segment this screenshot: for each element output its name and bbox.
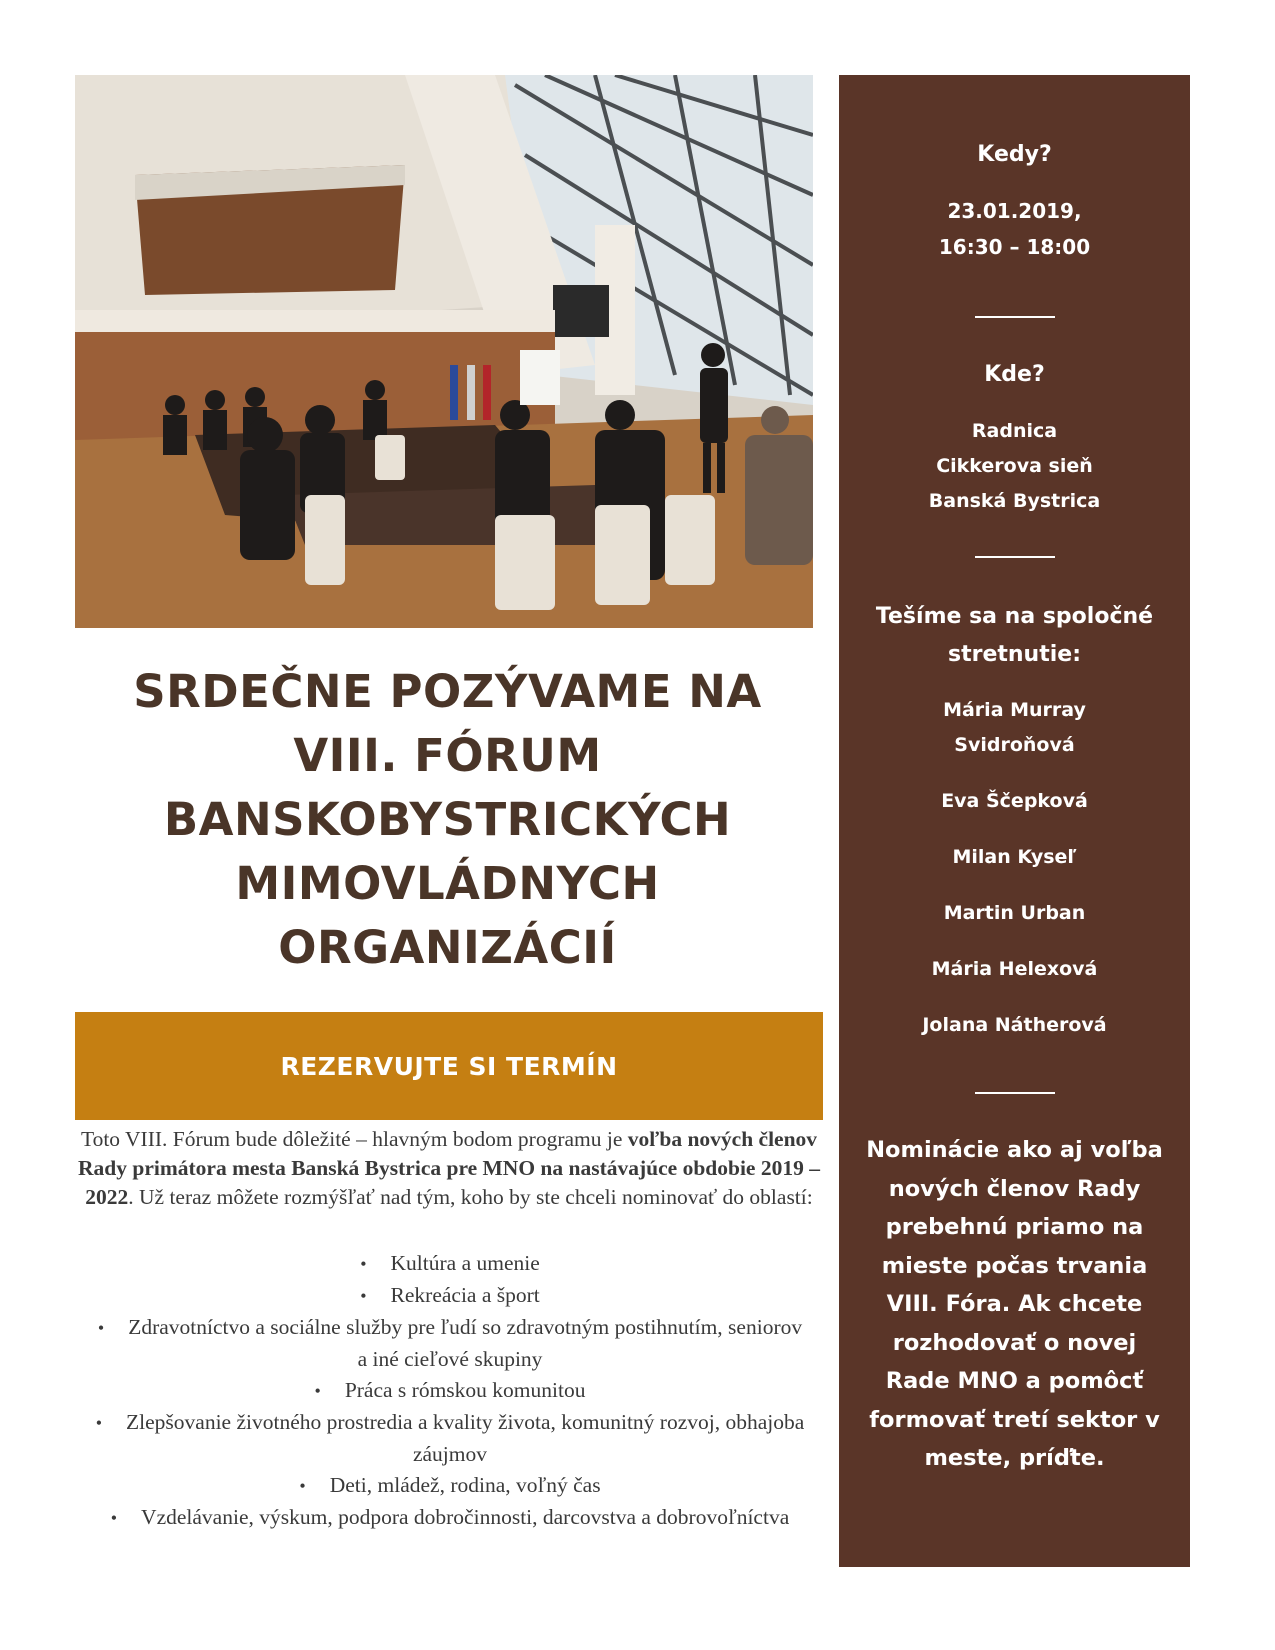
- list-item: • Práca s rómskou komunitou: [95, 1375, 805, 1407]
- list-item: • Rekreácia a šport: [95, 1280, 805, 1312]
- title-line: ORGANIZÁCIÍ: [278, 921, 617, 974]
- speaker-name: Martin Urban: [943, 902, 1086, 924]
- meeting-room-photo-icon: [75, 75, 813, 628]
- speaker-name: Mária Murray Svidroňová: [943, 699, 1086, 756]
- nomination-note: Nominácie ako aj voľba nových členov Rady prebehnú priamo na mieste počas trvania VIII. Fóra. Ak chcete rozhodovať o novej Rade MNO a pomôcť formovať tretí sektor v meste, príďte.: [866, 1137, 1163, 1471]
- venue-line: Radnica: [971, 420, 1058, 442]
- title-line: SRDEČNE POZÝVAME NA: [133, 665, 762, 718]
- nomination-areas-list: [95, 1248, 805, 1534]
- page-title: [75, 660, 820, 980]
- divider: [975, 316, 1055, 318]
- venue-line: Cikkerova sieň: [936, 455, 1093, 477]
- divider: [975, 1092, 1055, 1094]
- list-item: • Zlepšovanie životného prostredia a kvality života, komunitný rozvoj, obhajoba záujmov: [95, 1407, 805, 1470]
- intro-text: . Už teraz môžete rozmýšľať nad tým, koho by ste chceli nominovať do oblastí:: [128, 1185, 813, 1209]
- intro-paragraph: [75, 1125, 823, 1212]
- looking-forward-text: Tešíme sa na spoločné stretnutie:: [875, 604, 1154, 667]
- speaker-name: Mária Helexová: [931, 958, 1098, 980]
- intro-text: Toto VIII. Fórum bude dôležité – hlavným bodom programu je: [80, 1127, 628, 1151]
- reserve-date-banner: REZERVUJTE SI TERMÍN: [75, 1012, 823, 1120]
- title-line: BANSKOBYSTRICKÝCH: [163, 793, 732, 846]
- when-label: Kedy?: [977, 142, 1052, 167]
- speaker-name: Jolana Nátherová: [922, 1014, 1107, 1036]
- list-item: • Zdravotníctvo a sociálne služby pre ľudí so zdravotným postihnutím, seniorov a iné cieľové skupiny: [95, 1312, 805, 1375]
- divider: [975, 556, 1055, 558]
- intro-highlight: voľba nových členov Rady primátora mesta Banská Bystrica pre MNO na nastávajúce obdobie 2019 – 2022: [78, 1127, 820, 1209]
- venue-line: Banská Bystrica: [928, 490, 1101, 512]
- event-photo: [75, 75, 813, 628]
- list-item: • Vzdelávanie, výskum, podpora dobročinnosti, darcovstva a dobrovoľníctva: [95, 1502, 805, 1534]
- title-line: MIMOVLÁDNYCH: [235, 857, 660, 910]
- title-line: VIII. FÓRUM: [293, 729, 602, 782]
- event-time: 16:30 – 18:00: [938, 235, 1091, 259]
- event-date: 23.01.2019,: [947, 199, 1082, 223]
- list-item: • Kultúra a umenie: [95, 1248, 805, 1280]
- speaker-name: Milan Kyseľ: [952, 846, 1077, 868]
- list-item: • Deti, mládež, rodina, voľný čas: [95, 1470, 805, 1502]
- event-info-sidebar: [839, 75, 1190, 1567]
- speaker-name: Eva Ščepková: [941, 790, 1088, 812]
- speakers-list: [839, 693, 1190, 1064]
- where-label: Kde?: [984, 362, 1045, 387]
